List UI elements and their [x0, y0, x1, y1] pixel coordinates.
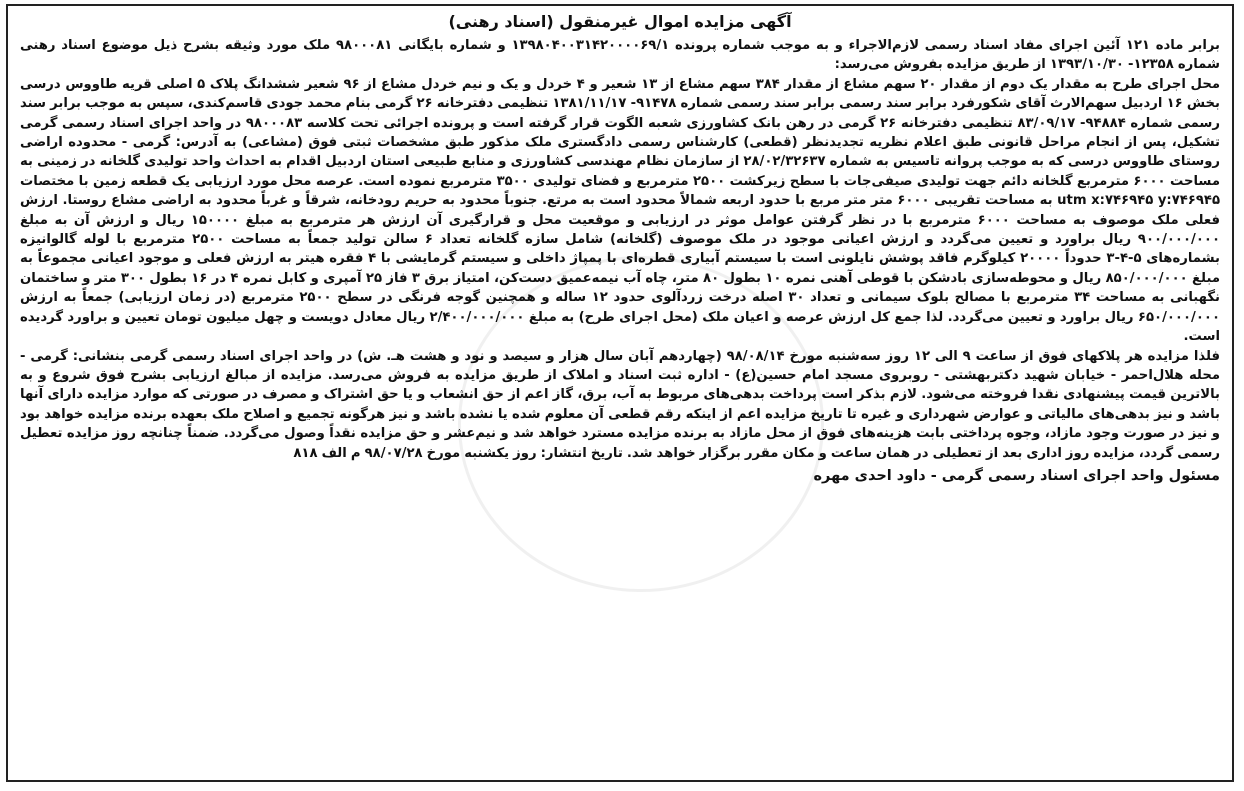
notice-paragraph-auction-terms: فلذا مزایده هر پلاکهای فوق از ساعت ۹ الی ۱۲ روز سه‌شنبه مورخ ۹۸/۰۸/۱۴ (چهاردهم آبان سال هزار و سیصد و نود و هشت هـ. ش) در واحد اجرای اسناد رسمی گرمی بنشانی: گرمی - محله هلال‌احمر - خیابان شهید دکتربهشتی - روبروی مسجد امام حسین(ع) - اداره ثبت اسناد و املاک از طریق مزایده به فروش می‌رسد. مزایده از مبالغ ارزیابی بشرح فوق شروع و به بالاترین قیمت پیشنهادی نقدا فروخته می‌شود. لازم بذکر است پرداخت بدهی‌های مربوط به آب، برق، گاز اعم از حق انشعاب و یا حق اشتراک و مصرف در صورتی که موارد مزایده دارای آنها باشد و نیز بدهی‌های مالیاتی و عوارض شهرداری و غیره تا تاریخ مزایده اعم از اینکه رقم قطعی آن معلوم شده یا نشده باشد و نیز هرگونه تجمیع و اصلاح ملک بعهده برنده مزایده خواهد بود و نیز در صورت وجود مازاد، وجوه پرداختی بابت هزینه‌های فوق از محل مازاد به برنده مزایده مسترد خواهد شد و نیم‌عشر و حق مزایده نقداً وصول می‌گردد. ضمناً چنانچه روز مزایده تعطیل رسمی گردد، مزایده روز اداری بعد از تعطیلی در همان ساعت و مکان مقرر برگزار خواهد شد. تاریخ انتشار: روز یکشنبه مورخ ۹۸/۰۷/۲۸ م الف ۸۱۸: [20, 348, 1220, 461]
notice-paragraph-intro: برابر ماده ۱۲۱ آئین اجرای مفاد اسناد رسمی لازم‌الاجراء و به موجب شماره پرونده ۱۳۹۸۰۴۰۰۳۱۴۲۰۰۰۰۶۹/۱ و شماره بایگانی ۹۸۰۰۰۸۱ ملک مورد وثیقه بشرح ذیل موضوع اسناد رهنی شماره ۱۲۳۵۸- ۱۳۹۳/۱۰/۳۰ از طریق مزایده بفروش می‌رسد:: [20, 38, 1220, 73]
notice-title: آگهی مزایده اموال غیرمنقول (اسناد رهنی): [448, 12, 792, 31]
notice-signature: مسئول واحد اجرای اسناد رسمی گرمی - داود احدی مهره: [813, 467, 1220, 484]
notice-paragraph-property: محل اجرای طرح به مقدار یک دوم از مقدار ۲۰ سهم مشاع از مقدار ۳۸۴ سهم مشاع از ۱۳ شعیر و ۴ خردل و یک و نیم خردل مشاع از ۹۶ شعیر ششدانگ پلاک ۵ اصلی قریه طاووس درسی بخش ۱۶ اردبیل سهم‌الارث آقای شکورفرد برابر سند رسمی برابر سند رسمی شماره ۹۱۴۷۸- ۱۳۸۱/۱۱/۱۷ تنظیمی دفترخانه ۲۶ گرمی بنام محمد جودی قاسم‌کندی، سپس به موجب برابر سند رسمی شماره ۹۴۸۸۴- ۸۳/۰۹/۱۷ تنظیمی دفترخانه ۲۶ گرمی در رهن بانک کشاورزی شعبه الگوت قرار گرفته است و پرونده اجرائی تحت کلاسه ۹۸۰۰۰۸۳ در واحد اجرای اسناد رسمی گرمی تشکیل، پس از انجام مراحل قانونی طبق اعلام نظریه تجدیدنظر (قطعی) کارشناس رسمی دادگستری ملک مذکور طبق مشخصات ثبتی فوق (مشاعی) به آدرس: گرمی - محدوده اراضی روستای طاووس درسی که به موجب پروانه تاسیس به شماره ۲۸/۰۲/۳۲۶۳۷ از سازمان نظام مهندسی کشاورزی و منابع طبیعی استان اردبیل اقدام به احداث واحد تولیدی گلخانه در زمینی به مساحت ۶۰۰۰ مترمربع گلخانه دائم جهت تولیدی صیفی‌جات با سطح زیرکشت ۲۵۰۰ مترمربع و فضای تولیدی ۳۵۰۰ مترمربع نموده است. عرصه محل مورد ارزیابی یک قطعه زمین با مختصات utm x:۷۴۶۹۴۵ y:۷۴۶۹۴۵ به مساحت تقریبی ۶۰۰۰ متر متر مربع با حدود اربعه شمالاً محدود است به مرتع. جنوباً محدود به حریم رودخانه، شرقاً و غرباً محدود به اراضی مشاع روستا. ارزش فعلی ملک موصوف به مساحت ۶۰۰۰ مترمربع با در نظر گرفتن عوامل موثر در ارزیابی و موقعیت محل و قرارگیری آن ارزش هر مترمربع به مبلغ ۱۵۰۰۰۰ ریال و ارزش آن به مبلغ ۹۰۰/۰۰۰/۰۰۰ ریال براورد و تعیین می‌گردد و ارزش اعیانی موجود در ملک موصوف (گلخانه) شامل سازه گلخانه تعداد ۶ سالن تولید جمعاً به مساحت ۲۵۰۰ مترمربع با لوله گالوانیزه بشماره‌های ۵-۴-۳ حدوداً ۲۰۰۰۰ کیلوگرم فاقد پوشش نایلونی است با سیستم آبیاری قطره‌ای با پمپاژ داخلی و سیستم گرمایشی با ۴ فقره هیتر به ارزش فعلی و موجود اعیانی مجموعاً به مبلغ ۸۵۰/۰۰۰/۰۰۰ ریال و محوطه‌سازی بادشکن با قوطی آهنی نمره ۱۰ بطول ۸۰ متر، چاه آب نیمه‌عمیق دست‌کن، امتیاز برق ۳ فاز ۲۵ آمپری و کابل نمره ۴ در ۱۶ بطول ۳۰۰ متر و ساختمان نگهبانی به مساحت ۳۴ مترمربع با مصالح بلوک سیمانی و تعداد ۳۰ اصله درخت زردآلوی حدود ۱۲ ساله و همچنین گوجه فرنگی در سطح ۲۵۰۰ مترمربع (در زمان ارزیابی) جمعاً به ارزش ۶۵۰/۰۰۰/۰۰۰ ریال براورد و تعیین می‌گردد. لذا جمع کل ارزش عرصه و اعیان ملک (محل اجرای طرح) به مبلغ ۲/۴۰۰/۰۰۰/۰۰۰ ریال معادل دویست و چهل میلیون تومان تعیین و براورد گردیده است.: [20, 76, 1221, 345]
auction-notice: [6, 4, 1234, 782]
